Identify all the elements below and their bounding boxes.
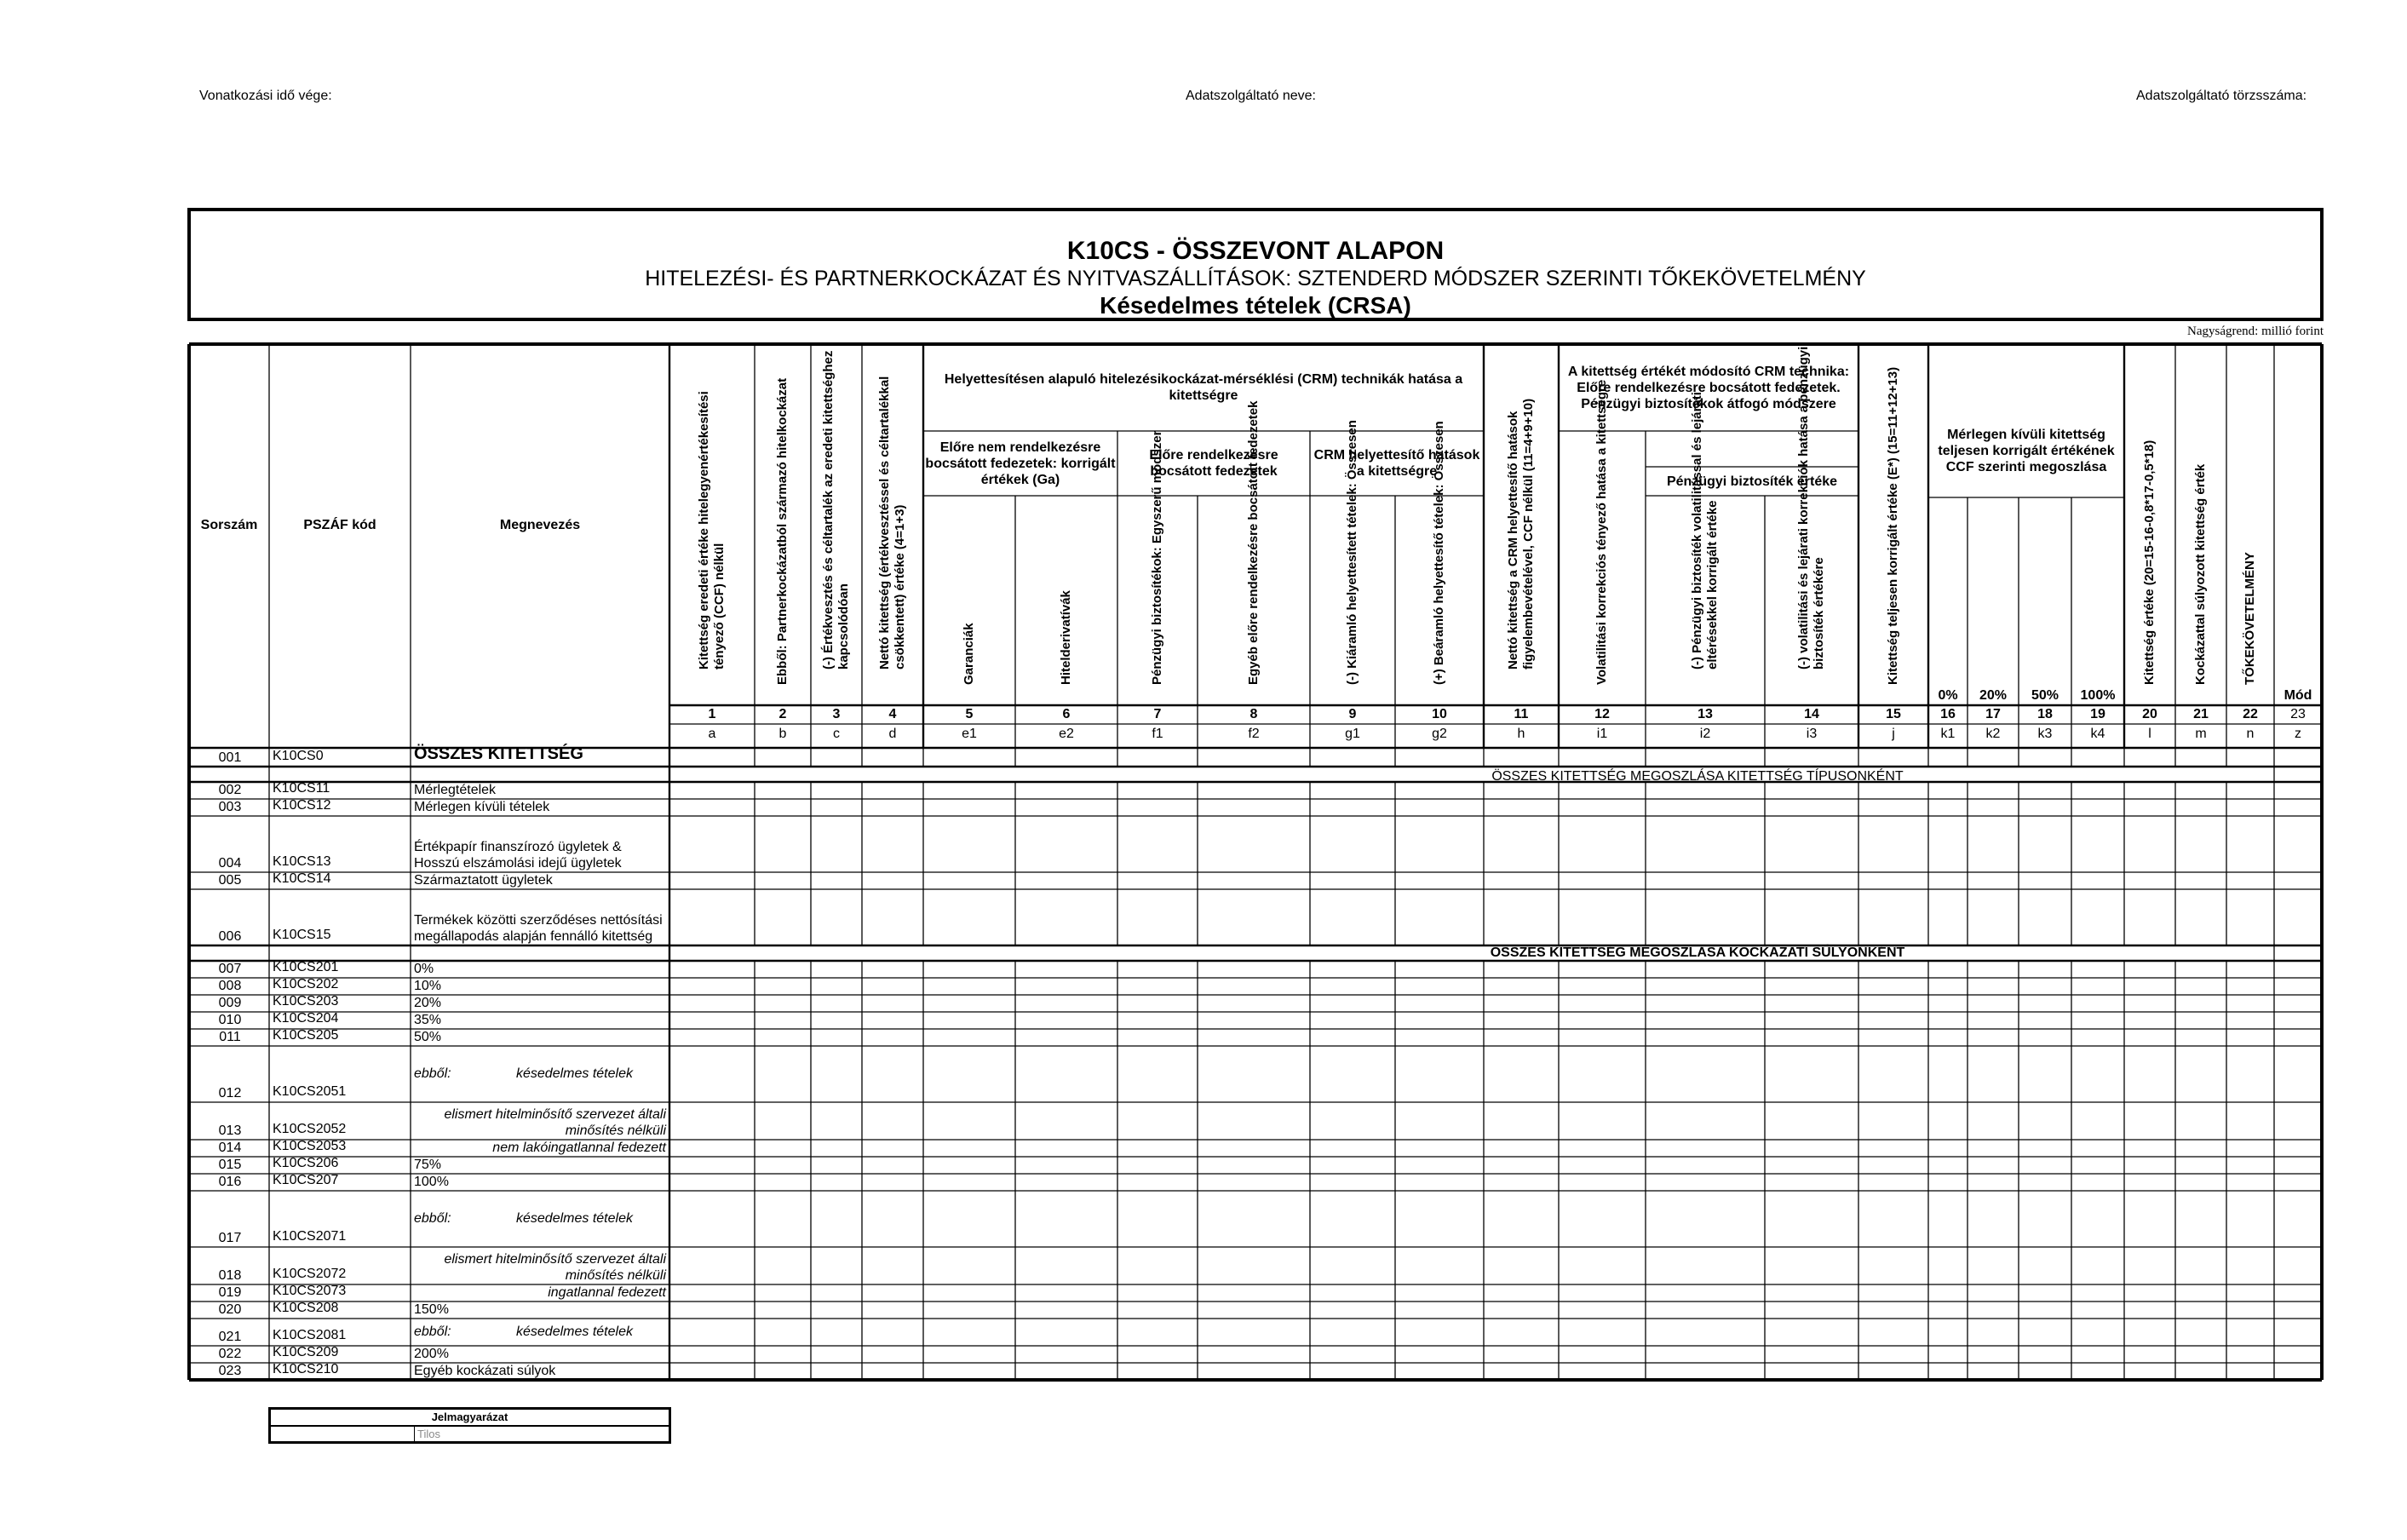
column-letter: b [778, 727, 787, 741]
row-name: 50% [414, 1030, 442, 1044]
column-letter: f2 [1248, 727, 1260, 741]
column-number: 18 [2037, 707, 2053, 721]
row-number: 010 [218, 1013, 242, 1027]
col-header-outflows: (-) Kiáramló helyettesített tételek: Összesen [1345, 420, 1359, 685]
column-letter: g2 [1432, 727, 1447, 741]
column-letter: i2 [1699, 727, 1711, 741]
col-header-net-exposure: Nettó kitettség (értékvesztéssel és céltartalékkal csökkentett) értéke (4=1+3) [877, 376, 907, 669]
form-title: K10CS - ÖSSZEVONT ALAPON [1066, 237, 1445, 265]
row-code: K10CS13 [273, 854, 331, 869]
row-name: 75% [414, 1158, 442, 1172]
row-code: K10CS204 [273, 1011, 339, 1026]
row-code: K10CS0 [273, 749, 324, 763]
row-code: K10CS207 [273, 1173, 339, 1187]
row-name: Értékpapír finanszírozó ügyletek & Hosszú elszámolási idejű ügyletek [414, 840, 622, 871]
row-name: 20% [414, 996, 442, 1010]
col-header-vol-mat-adj: (-) volatilitási és lejárati korrekciók hatása a pénzügyi biztosíték értékére [1796, 346, 1826, 669]
column-letter: e1 [962, 727, 977, 741]
row-number: 011 [219, 1030, 241, 1044]
col-header-fully-adjusted: Kitettség teljesen korrigált értéke (E*) (15=11+12+13) [1886, 366, 1900, 685]
row-number: 023 [218, 1364, 242, 1378]
column-letter: c [833, 727, 840, 741]
col-subgroup-crm-effects: CRM helyettesítő hatások a kitettségre [1313, 448, 1480, 479]
row-number: 015 [218, 1158, 242, 1172]
column-letter: g1 [1345, 727, 1360, 741]
row-number: 002 [218, 783, 242, 797]
column-number: 4 [888, 707, 897, 721]
col-header-mod: Mód [2283, 688, 2312, 703]
col-header-inflows: (+) Beáramló helyettesítő tételek: Összesen [1432, 421, 1446, 685]
column-letter: j [1892, 727, 1895, 741]
provider-name-label: Adatszolgáltató neve: [1186, 89, 1316, 103]
row-code: K10CS2081 [273, 1328, 347, 1342]
col-header-other-funded: Egyéb előre rendelkezésre bocsátott fedezetek [1246, 400, 1261, 685]
column-letter: z [2295, 727, 2301, 741]
col-header-exposure-value: Kitettség értéke (20=15-16-0,8*17-0,5*18) [2142, 440, 2157, 685]
row-name: 150% [414, 1302, 449, 1317]
provider-id-label: Adatszolgáltató törzsszáma: [2136, 89, 2307, 103]
col-header-ccf-20: 20% [1979, 688, 2008, 703]
row-code: K10CS2073 [273, 1284, 347, 1298]
column-number: 23 [2290, 707, 2306, 721]
column-number: 3 [832, 707, 841, 721]
row-name: elismert hitelminősítő szervezet általi minősítés nélküli [444, 1107, 666, 1138]
row-name: Mérlegtételek [414, 783, 497, 797]
col-group-crm-comprehensive: A kitettség értékét módosító CRM technika: Előre rendelkezésre bocsátott fedezetek. Pénzügyi biztosítékok átfogó módszere [1567, 364, 1850, 411]
row-code: K10CS205 [273, 1028, 339, 1043]
row-number: 020 [218, 1302, 242, 1317]
column-number: 21 [2193, 707, 2209, 721]
row-number: 016 [218, 1175, 242, 1189]
reference-period-label: Vonatkozási idő vége: [199, 89, 332, 103]
row-code: K10CS210 [273, 1362, 339, 1376]
col-header-credit-derivatives: Hitelderivatívák [1059, 590, 1073, 685]
row-number: 005 [218, 873, 242, 888]
section-label-risk-weights: ÖSSZES KITETTSÉG MEGOSZLÁSA KOCKÁZATI SÚLYONKÉNT [1490, 945, 1905, 960]
row-name: késedelmes tételek [516, 1211, 633, 1226]
section-label-exposure-types: ÖSSZES KITETTSÉG MEGOSZLÁSA KITETTSÉG TÍPUSONKÉNT [1491, 769, 1904, 784]
col-subgroup-unfunded: Előre nem rendelkezésre bocsátott fedezetek: korrigált értékek (Ga) [925, 440, 1116, 487]
row-code: K10CS2072 [273, 1267, 347, 1281]
column-number: 15 [1886, 707, 1901, 721]
row-name: 10% [414, 979, 442, 993]
row-name: ÖSSZES KITETTSÉG [414, 744, 583, 763]
col-group-crm-substitution: Helyettesítésen alapuló hitelezésikockázat-mérséklési (CRM) technikák hatása a kitettségre [944, 372, 1463, 403]
row-number: 021 [218, 1330, 242, 1344]
row-name: késedelmes tételek [516, 1066, 633, 1081]
column-letter: i1 [1596, 727, 1608, 741]
column-letter: k4 [2090, 727, 2105, 741]
row-code: K10CS11 [273, 781, 330, 796]
column-letter: e2 [1059, 727, 1074, 741]
row-code: K10CS201 [273, 960, 339, 974]
col-header-guarantees: Garanciák [962, 623, 976, 685]
col-header-pszaf-code: PSZÁF kód [303, 517, 376, 532]
row-number: 017 [218, 1231, 242, 1245]
col-group-ccf-breakdown: Mérlegen kívüli kitettség teljesen korrigált értékének CCF szerinti megoszlása [1938, 427, 2115, 474]
row-name: Származtatott ügyletek [414, 873, 553, 888]
column-number: 22 [2243, 707, 2258, 721]
column-letter: k3 [2037, 727, 2053, 741]
row-code: K10CS2051 [273, 1084, 347, 1099]
column-number: 11 [1514, 707, 1529, 721]
column-letter: l [2148, 727, 2151, 741]
column-number: 13 [1698, 707, 1713, 721]
row-name: nem lakóingatlannal fedezett [492, 1141, 666, 1155]
row-number: 006 [218, 929, 242, 944]
legend [268, 1407, 671, 1444]
row-number: 004 [218, 856, 242, 871]
row-code: K10CS209 [273, 1345, 339, 1359]
row-name: 0% [414, 962, 434, 976]
row-number: 019 [218, 1285, 242, 1300]
col-subgroup-funded: Előre rendelkezésre bocsátott fedezetek [1149, 448, 1278, 479]
row-name-prefix: ebből: [414, 1325, 451, 1339]
row-code: K10CS206 [273, 1156, 339, 1170]
column-letter: m [2195, 727, 2207, 741]
row-code: K10CS203 [273, 994, 339, 1008]
row-name: 200% [414, 1347, 449, 1361]
column-number: 1 [708, 707, 716, 721]
row-number: 008 [218, 979, 242, 993]
row-name: Mérlegen kívüli tételek [414, 800, 550, 814]
column-number: 2 [778, 707, 787, 721]
column-number: 5 [965, 707, 974, 721]
row-number: 022 [218, 1347, 242, 1361]
col-header-original-exposure: Kitettség eredeti értéke hitelegyenértékesítési tényező (CCF) nélkül [697, 391, 727, 669]
legend-title: Jelmagyarázat [271, 1410, 669, 1427]
row-name-prefix: ebből: [414, 1066, 451, 1081]
col-header-fin-collateral-simple: Pénzügyi biztosítékok: Egyszerű módszer [1150, 430, 1164, 685]
row-name: 35% [414, 1013, 442, 1027]
row-number: 018 [218, 1268, 242, 1283]
column-number: 6 [1062, 707, 1071, 721]
col-header-rwa: Kockázattal súlyozott kitettség érték [2193, 463, 2208, 685]
col-header-impairment: (-) Értékvesztés és céltartalék az eredeti kitettséghez kapcsolódóan [821, 350, 851, 669]
col-subgroup-financial-collateral: Pénzügyi biztosíték értéke [1666, 474, 1838, 489]
column-letter: k2 [1985, 727, 2001, 741]
column-letter: k1 [1940, 727, 1956, 741]
column-letter: d [888, 727, 897, 741]
col-header-volatility-adj: Volatilitási korrekciós tényező hatása a kitettségre [1594, 379, 1609, 685]
col-header-ccf-50: 50% [2031, 688, 2059, 703]
row-code: K10CS208 [273, 1301, 339, 1315]
row-number: 007 [218, 962, 242, 976]
row-number: 001 [218, 750, 242, 765]
column-letter: a [708, 727, 716, 741]
column-number: 9 [1348, 707, 1357, 721]
row-code: K10CS2052 [273, 1122, 347, 1136]
row-code: K10CS14 [273, 871, 331, 886]
col-header-capital-requirement: TŐKEKÖVETELMÉNY [2243, 552, 2257, 685]
column-number: 10 [1432, 707, 1447, 721]
col-header-name: Megnevezés [499, 517, 581, 532]
row-code: K10CS202 [273, 977, 339, 991]
row-number: 014 [218, 1141, 242, 1155]
column-number: 12 [1594, 707, 1610, 721]
row-name: 100% [414, 1175, 449, 1189]
column-number: 16 [1940, 707, 1956, 721]
col-header-sorszam: Sorszám [200, 517, 258, 532]
row-number: 009 [218, 996, 242, 1010]
col-header-net-after-crm: Nettó kitettség a CRM helyettesítő hatások figyelembevételével, CCF nélkül (11=4+9+10) [1506, 398, 1536, 669]
col-header-ccf-100: 100% [2080, 688, 2116, 703]
row-name-prefix: ebből: [414, 1211, 451, 1226]
col-header-ccr: Ebből: Partnerkockázatból származó hitelkockázat [775, 377, 790, 685]
row-number: 003 [218, 800, 242, 814]
column-number: 20 [2142, 707, 2157, 721]
legend-item-forbidden: Tilos [271, 1427, 669, 1442]
form-subtitle: HITELEZÉSI- ÉS PARTNERKOCKÁZAT ÉS NYITVASZÁLLÍTÁSOK: SZTENDERD MÓDSZER SZERINTI TŐKEKÖVETELMÉNY [645, 267, 1866, 290]
col-header-adj-collateral: (-) Pénzügyi biztosíték volatilitással és lejárati eltérésekkel korrigált értéke [1690, 392, 1720, 669]
row-name: Termékek közötti szerződéses nettósítási megállapodás alapján fennálló kitettség [414, 913, 663, 944]
row-code: K10CS15 [273, 928, 331, 942]
col-header-ccf-0: 0% [1938, 688, 1958, 703]
column-number: 14 [1804, 707, 1819, 721]
row-name: elismert hitelminősítő szervezet általi minősítés nélküli [444, 1252, 666, 1283]
column-number: 8 [1249, 707, 1258, 721]
row-code: K10CS12 [273, 798, 331, 813]
unit-label: Nagyságrend: millió forint [2187, 325, 2324, 338]
column-number: 7 [1153, 707, 1162, 721]
row-code: K10CS2071 [273, 1229, 347, 1244]
column-letter: h [1517, 727, 1525, 741]
column-letter: i3 [1806, 727, 1818, 741]
row-code: K10CS2053 [273, 1139, 347, 1153]
row-name: késedelmes tételek [516, 1325, 633, 1339]
column-letter: f1 [1152, 727, 1163, 741]
column-number: 17 [1985, 707, 2001, 721]
form-section-title: Késedelmes tételek (CRSA) [1100, 292, 1411, 319]
row-name: ingatlannal fedezett [548, 1285, 666, 1300]
column-number: 19 [2090, 707, 2105, 721]
column-letter: n [2246, 727, 2255, 741]
row-number: 012 [218, 1086, 242, 1100]
row-number: 013 [218, 1123, 242, 1138]
row-name: Egyéb kockázati súlyok [414, 1364, 556, 1378]
